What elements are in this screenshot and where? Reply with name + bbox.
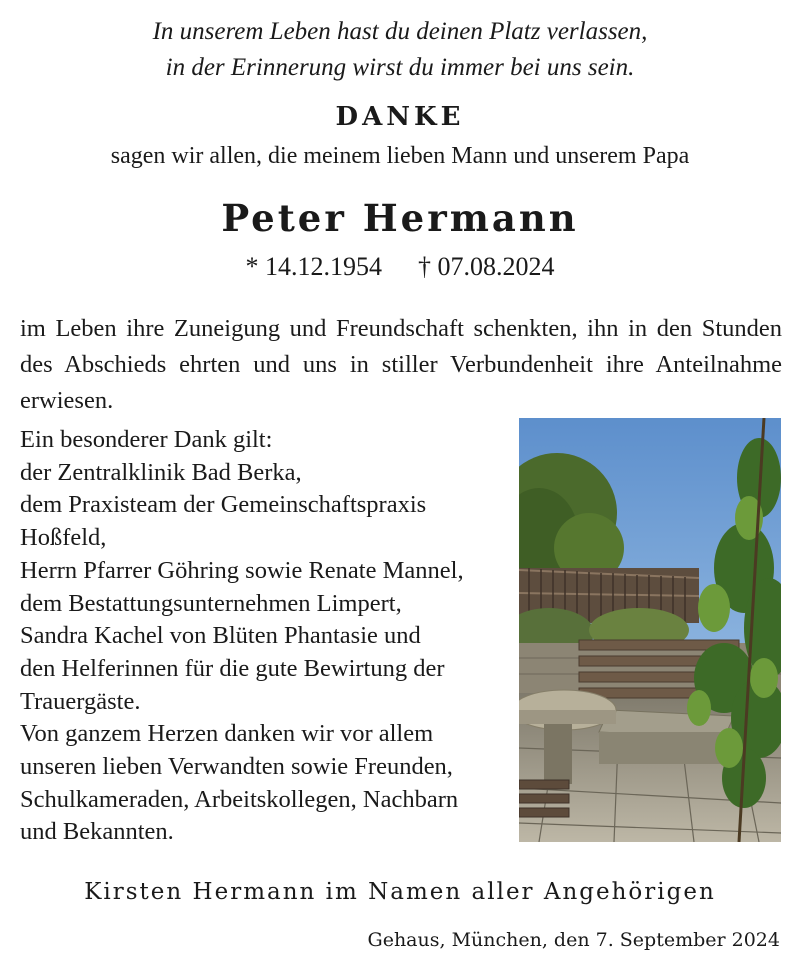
thanks-line: und Bekannten. <box>20 818 174 846</box>
birth-date: * 14.12.1954 <box>245 252 382 281</box>
thanks-line: Herrn Pfarrer Göhring sowie Renate Mannel, <box>20 556 464 584</box>
place-and-date: Gehaus, München, den 7. September 2024 <box>367 929 780 951</box>
body-text: im Leben ihre Zuneigung und Freundschaft schenkten, ihn in den Stunden des Abschieds ehrten und uns in stiller Verbundenheit ihre Anteilnahme erwiesen. <box>20 315 782 414</box>
death-date: † 07.08.2024 <box>418 252 555 281</box>
thanks-list <box>20 424 510 849</box>
thanks-line: der Zentralklinik Bad Berka, <box>20 458 302 486</box>
life-dates <box>0 250 800 284</box>
thanks-line: Ein besonderer Dank gilt: <box>20 426 273 453</box>
thanks-line: dem Praxisteam der Gemeinschaftspraxis <box>20 491 427 519</box>
thanks-line: Sandra Kachel von Blüten Phantasie und <box>20 622 421 650</box>
thanks-line: den Helferinnen für die gute Bewirtung der <box>20 654 445 682</box>
garden-photo <box>519 418 781 842</box>
deceased-name: Peter Hermann <box>221 196 579 240</box>
thanks-line: Hoßfeld, <box>20 524 107 552</box>
signature: Kirsten Hermann im Namen aller Angehörigen <box>84 879 716 905</box>
verse-line-1: In unserem Leben hast du deinen Platz verlassen, <box>152 18 648 45</box>
intro-text: sagen wir allen, die meinem lieben Mann und unserem Papa <box>110 143 690 169</box>
thanks-line: dem Bestattungsunternehmen Limpert, <box>20 589 402 617</box>
thanks-line: Trauergäste. <box>20 687 141 715</box>
thanks-line: Von ganzem Herzen danken wir vor allem <box>20 720 434 748</box>
verse-line-2: in der Erinnerung wirst du immer bei uns sein. <box>165 54 635 81</box>
thanks-line: unseren lieben Verwandten sowie Freunden, <box>20 753 453 781</box>
thanks-line: Schulkameraden, Arbeitskollegen, Nachbarn <box>20 785 459 813</box>
thanks-heading: DANKE <box>335 102 465 132</box>
